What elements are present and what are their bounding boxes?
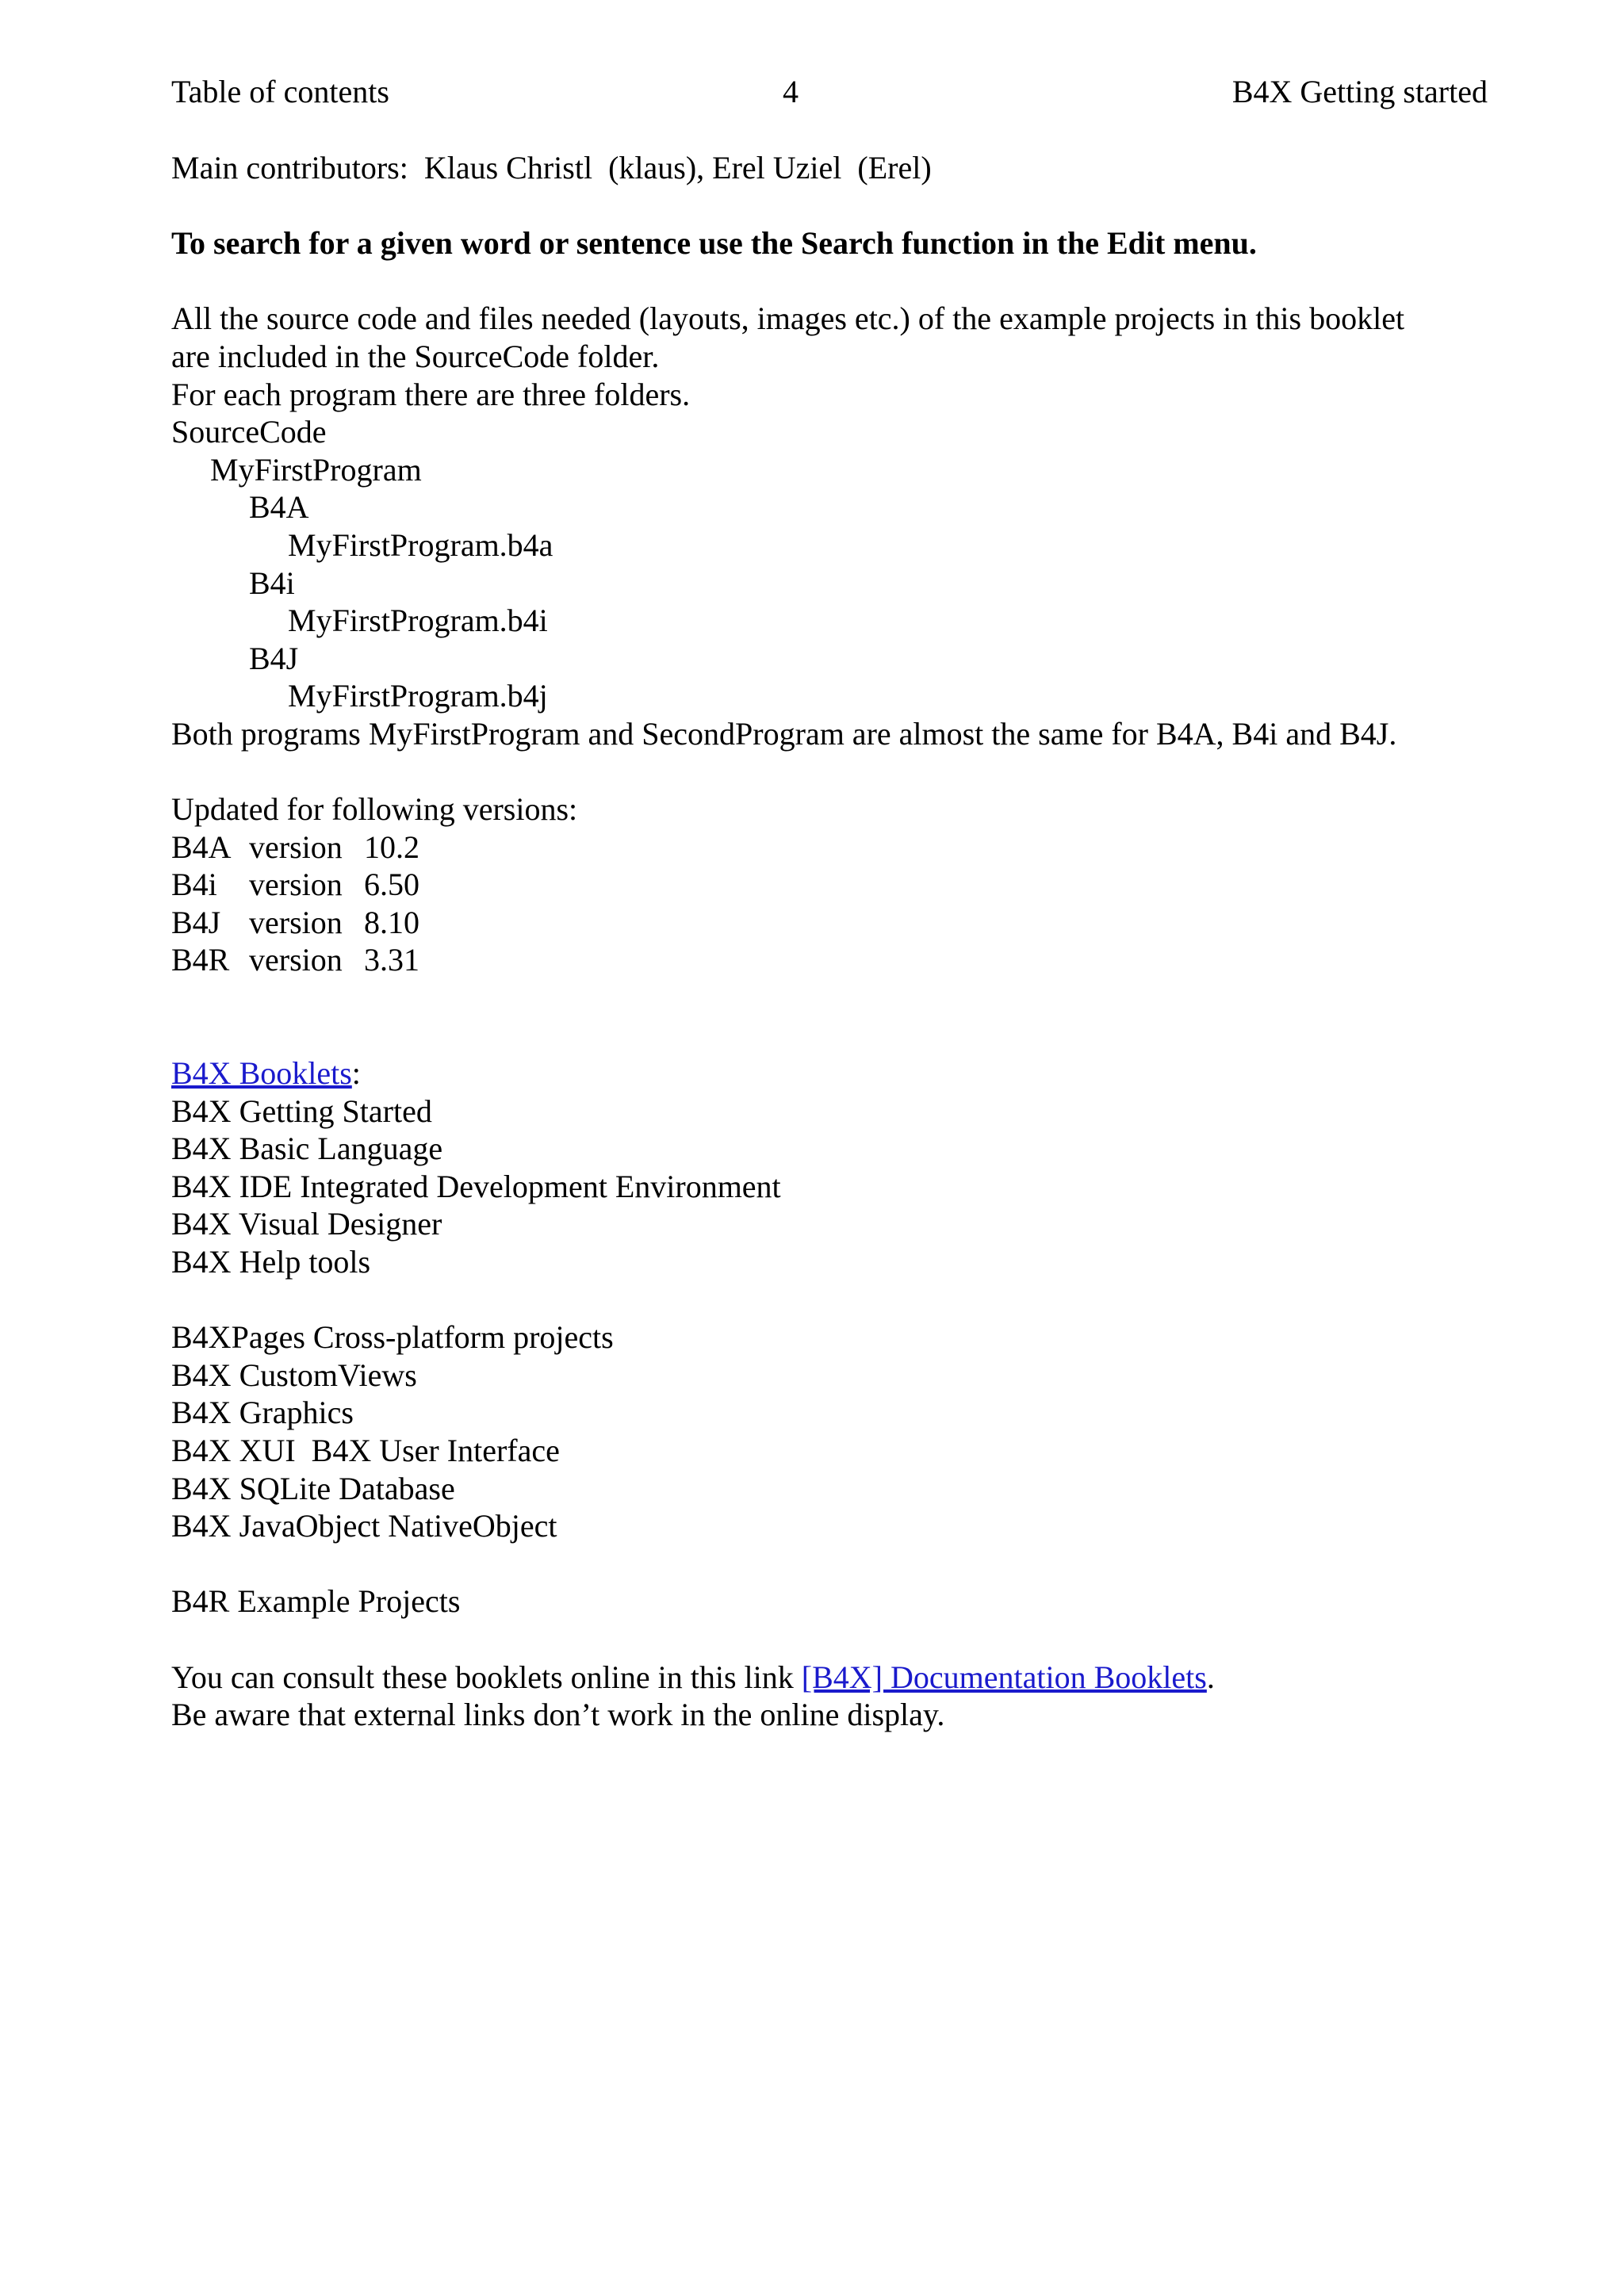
- version-row: [171, 904, 1488, 942]
- documentation-booklets-link[interactable]: [B4X] Documentation Booklets: [801, 1659, 1207, 1695]
- booklet-item: B4R Example Projects: [171, 1583, 461, 1620]
- online-warning: Be aware that external links don’t work in the online display.: [171, 1697, 945, 1733]
- both-programs-note: Both programs MyFirstProgram and SecondProgram are almost the same for B4A, B4i and B4J.: [171, 715, 1397, 752]
- version-product: B4A: [171, 828, 232, 865]
- booklets-group-2: [171, 1318, 1488, 1545]
- online-suffix: .: [1206, 1659, 1215, 1695]
- version-product: B4R: [171, 942, 230, 978]
- header-page-number: 4: [783, 74, 799, 109]
- version-number: 10.2: [364, 828, 419, 865]
- version-label: version: [249, 867, 343, 903]
- booklet-item: B4XPages Cross-platform projects: [171, 1319, 614, 1356]
- version-row: [171, 866, 1488, 904]
- booklet-item: B4X JavaObject NativeObject: [171, 1508, 557, 1544]
- booklet-item: B4X CustomViews: [171, 1357, 417, 1393]
- version-product: B4J: [171, 904, 221, 940]
- online-prefix: You can consult these booklets online in this link: [171, 1659, 802, 1695]
- version-label: version: [249, 828, 343, 865]
- document-page: [171, 73, 1488, 1734]
- booklets-group-3: [171, 1582, 1488, 1621]
- booklet-item: B4X Visual Designer: [171, 1206, 442, 1242]
- booklet-item: B4X Help tools: [171, 1244, 371, 1280]
- search-note: To search for a given word or sentence use the Search function in the Edit menu.: [171, 225, 1257, 262]
- version-row: [171, 941, 1488, 979]
- tree-program-folder: MyFirstProgram: [210, 451, 422, 488]
- online-line: [171, 1659, 1488, 1697]
- version-number: 6.50: [364, 867, 419, 903]
- booklet-item: B4X SQLite Database: [171, 1470, 455, 1506]
- intro-line-3: For each program there are three folders.: [171, 376, 691, 412]
- version-product: B4i: [171, 867, 217, 903]
- tree-b4i-folder: B4i: [249, 564, 295, 601]
- tree-b4j-file: MyFirstProgram.b4j: [288, 678, 548, 714]
- booklets-heading: [171, 1054, 1488, 1093]
- version-number: 3.31: [364, 942, 419, 978]
- tree-b4a-folder: B4A: [249, 489, 309, 526]
- intro-line-2: are included in the SourceCode folder.: [171, 338, 660, 374]
- tree-b4a-file: MyFirstProgram.b4a: [288, 526, 553, 563]
- folder-tree: [171, 413, 1488, 715]
- page-header: [171, 73, 1488, 121]
- tree-b4i-file: MyFirstProgram.b4i: [288, 603, 548, 639]
- header-section-title: Table of contents: [171, 74, 389, 109]
- intro-line-1: All the source code and files needed (layouts, images etc.) of the example projects in this booklet: [171, 300, 1405, 337]
- version-label: version: [249, 904, 343, 940]
- tree-b4j-folder: B4J: [249, 640, 299, 676]
- booklets-colon: :: [351, 1055, 361, 1092]
- version-row: [171, 828, 1488, 867]
- tree-root: SourceCode: [171, 414, 327, 450]
- booklet-item: B4X XUI B4X User Interface: [171, 1433, 560, 1468]
- versions-list: [171, 828, 1488, 979]
- booklet-item: B4X Basic Language: [171, 1131, 443, 1167]
- booklet-item: B4X Graphics: [171, 1395, 354, 1431]
- version-number: 8.10: [364, 904, 419, 940]
- booklet-item: B4X Getting Started: [171, 1093, 432, 1129]
- versions-heading: Updated for following versions:: [171, 791, 578, 828]
- version-label: version: [249, 942, 343, 978]
- booklets-group-1: [171, 1093, 1488, 1281]
- header-book-title: B4X Getting started: [1231, 74, 1488, 109]
- booklet-item: B4X IDE Integrated Development Environment: [171, 1168, 781, 1204]
- contributors-line: Main contributors: Klaus Christl (klaus), Erel Uziel (Erel): [171, 150, 932, 186]
- booklets-link[interactable]: B4X Booklets: [171, 1055, 352, 1092]
